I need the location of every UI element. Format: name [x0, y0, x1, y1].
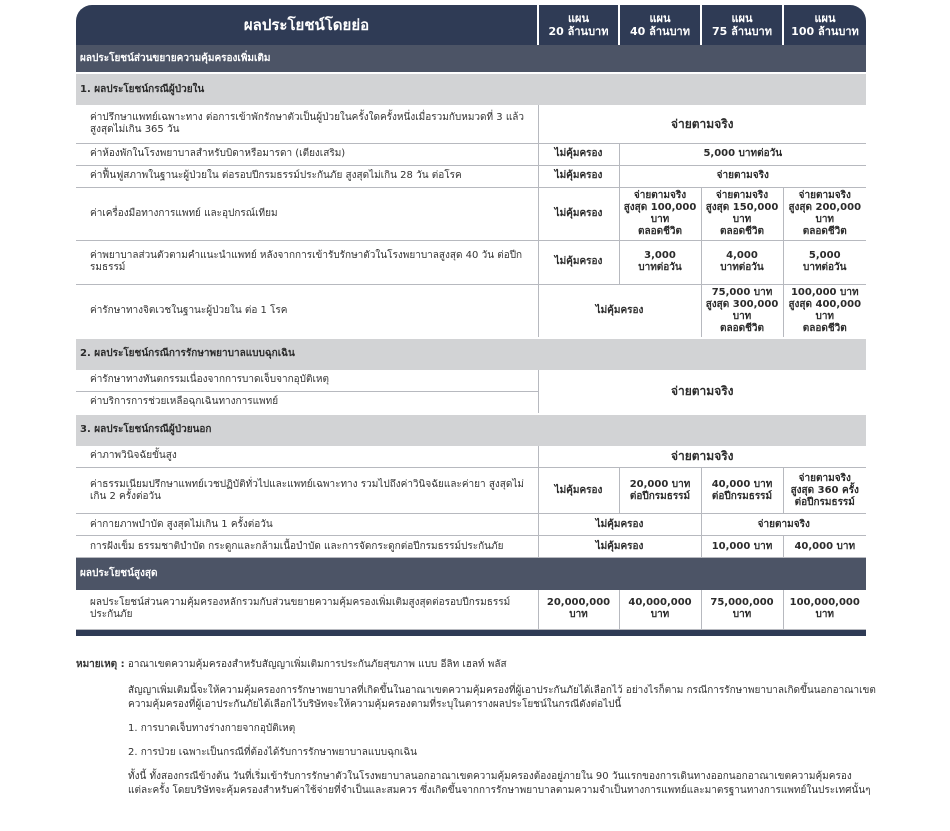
table-bottom-bar — [76, 630, 866, 636]
notes-line: อาณาเขตความคุ้มครองสำหรับสัญญาเพิ่มเติมการประกันภัยสุขภาพ แบบ อีลิท เฮลท์ พลัส — [127, 659, 507, 670]
table-row: การฝังเข็ม ธรรมชาติบำบัด กระดูกและกล้ามเนื้อบำบัด และการจัดกระดูกต่อปีกรมธรรม์ประกันภัย ไม่คุ้มครอง 10,000 บาท 40,000 บาท — [76, 536, 866, 558]
notes-paragraph: ทั้งนี้ ทั้งสองกรณีข้างต้น วันที่เริ่มเข้ารับการรักษาตัวในโรงพยาบาลนอกอาณาเขตความคุ้มครองต้องอยู่ภายใน 90 วันแรกของการเดินทางออกนอกอาณาเขตความคุ้มครองแต่ละครั้ง โดยบริษัทจะคุ้มครองสำหรับค่าใช้จ่ายที่จำเป็นและสมควร ซึ่งเกิดขึ้นจากการรักษาพยาบาลตามความจำเป็นทางการแพทย์และมาตรฐานทางการแพทย์ในประเทศนั้นๆ — [128, 771, 871, 796]
notes-paragraph: สัญญาเพิ่มเติมนี้จะให้ความคุ้มครองการรักษาพยาบาลที่เกิดขึ้นในอาณาเขตความคุ้มครองที่ผู้เอาประกันภัยได้เลือกไว้ อย่างไรก็ตาม กรณีการรักษาพยาบาลเกิดขึ้นนอกอาณาเขตความคุ้มครองที่ผู้เอาประกันภัยได้เลือกไว้บริษัทจะให้ความคุ้มครองตามที่ระบุในตารางผลประโยชน์ในกรณีดังต่อไปนี้ — [128, 685, 876, 710]
table-row: ค่าเครื่องมือทางการแพทย์ และอุปกรณ์เทียม ไม่คุ้มครอง จ่ายตามจริง สูงสุด 100,000 บาท ตลอดชีวิต จ่ายตามจริง สูงสุด 150,000 บาท ตลอดชีวิต จ่ายตามจริง สูงสุด 200,000 บาท ตลอดชีวิต — [76, 187, 866, 240]
benefits-table — [76, 5, 866, 630]
table-row: ค่าฟื้นฟูสภาพในฐานะผู้ป่วยใน ต่อรอบปีกรมธรรม์ประกันภัย สูงสุดไม่เกิน 28 วัน ต่อโรค ไม่คุ้มครอง จ่ายตามจริง — [76, 165, 866, 187]
section-max-benefit: ผลประโยชน์สูงสุด — [76, 558, 866, 590]
table-title: ผลประโยชน์โดยย่อ — [76, 5, 538, 45]
table-row: ค่าภาพวินิจฉัยขั้นสูง จ่ายตามจริง — [76, 446, 866, 468]
notes-item: 2. การป่วย เฉพาะเป็นกรณีที่ต้องได้รับการรักษาพยาบาลแบบฉุกเฉิน — [128, 747, 417, 758]
table-row: ค่าห้องพักในโรงพยาบาลสำหรับบิดาหรือมารดา (เตียงเสริม) ไม่คุ้มครอง 5,000 บาทต่อวัน — [76, 143, 866, 165]
plan-100-header: แผน 100 ล้านบาท — [783, 5, 866, 45]
table-header — [76, 5, 866, 45]
notes-item: 1. การบาดเจ็บทางร่างกายจากอุบัติเหตุ — [128, 723, 296, 734]
plan-75-header: แผน 75 ล้านบาท — [701, 5, 783, 45]
section-emergency: 2. ผลประโยชน์กรณีการรักษาพยาบาลแบบฉุกเฉิน — [76, 338, 866, 370]
plan-40-header: แผน 40 ล้านบาท — [619, 5, 701, 45]
section-outpatient: 3. ผลประโยชน์กรณีผู้ป่วยนอก — [76, 414, 866, 446]
section-extension: ผลประโยชน์ส่วนขยายความคุ้มครองเพิ่มเติม — [76, 45, 866, 73]
notes-section — [76, 658, 876, 798]
table-row: ค่ากายภาพบำบัด สูงสุดไม่เกิน 1 ครั้งต่อวัน ไม่คุ้มครอง จ่ายตามจริง — [76, 514, 866, 536]
table-row: ค่าบริการการช่วยเหลือฉุกเฉินทางการแพทย์ — [76, 392, 866, 414]
table-row: ค่ารักษาทางทันตกรรมเนื่องจากการบาดเจ็บจากอุบัติเหตุ จ่ายตามจริง — [76, 370, 866, 392]
notes-label: หมายเหตุ : — [76, 659, 125, 670]
plan-20-header: แผน 20 ล้านบาท — [538, 5, 619, 45]
section-inpatient: 1. ผลประโยชน์กรณีผู้ป่วยใน — [76, 73, 866, 105]
table-row: ค่าปรึกษาแพทย์เฉพาะทาง ต่อการเข้าพักรักษาตัวเป็นผู้ป่วยในครั้งใดครั้งหนึ่งเมื่อรวมกับหมวดที่ 3 แล้ว สูงสุดไม่เกิน 365 วัน จ่ายตามจริง — [76, 105, 866, 143]
table-row: ค่าธรรมเนียมปรึกษาแพทย์เวชปฏิบัติทั่วไปและแพทย์เฉพาะทาง รวมไปถึงค่าวินิจฉัยและค่ายา สูงสุดไม่เกิน 2 ครั้งต่อวัน ไม่คุ้มครอง 20,000 บาท ต่อปีกรมธรรม์ 40,000 บาท ต่อปีกรมธรรม์ จ่ายตามจริง สูงสุด 360 ครั้ง ต่อปีกรมธรรม์ — [76, 468, 866, 514]
benefits-table-container — [76, 5, 866, 636]
table-row: ผลประโยชน์ส่วนความคุ้มครองหลักรวมกับส่วนขยายความคุ้มครองเพิ่มเติมสูงสุดต่อรอบปีกรมธรรม์ประกันภัย 20,000,000 บาท 40,000,000 บาท 75,000,000 บาท 100,000,000 บาท — [76, 590, 866, 630]
table-row: ค่ารักษาทางจิตเวชในฐานะผู้ป่วยใน ต่อ 1 โรค ไม่คุ้มครอง 75,000 บาท สูงสุด 300,000 บาท ตลอดชีวิต 100,000 บาท สูงสุด 400,000 บาท ตลอดชีวิต — [76, 284, 866, 338]
table-row: ค่าพยาบาลส่วนตัวตามคำแนะนำแพทย์ หลังจากการเข้ารับรักษาตัวในโรงพยาบาลสูงสุด 40 วัน ต่อปีกรมธรรม์ ไม่คุ้มครอง 3,000 บาทต่อวัน 4,000 บาทต่อวัน 5,000 บาทต่อวัน — [76, 240, 866, 284]
